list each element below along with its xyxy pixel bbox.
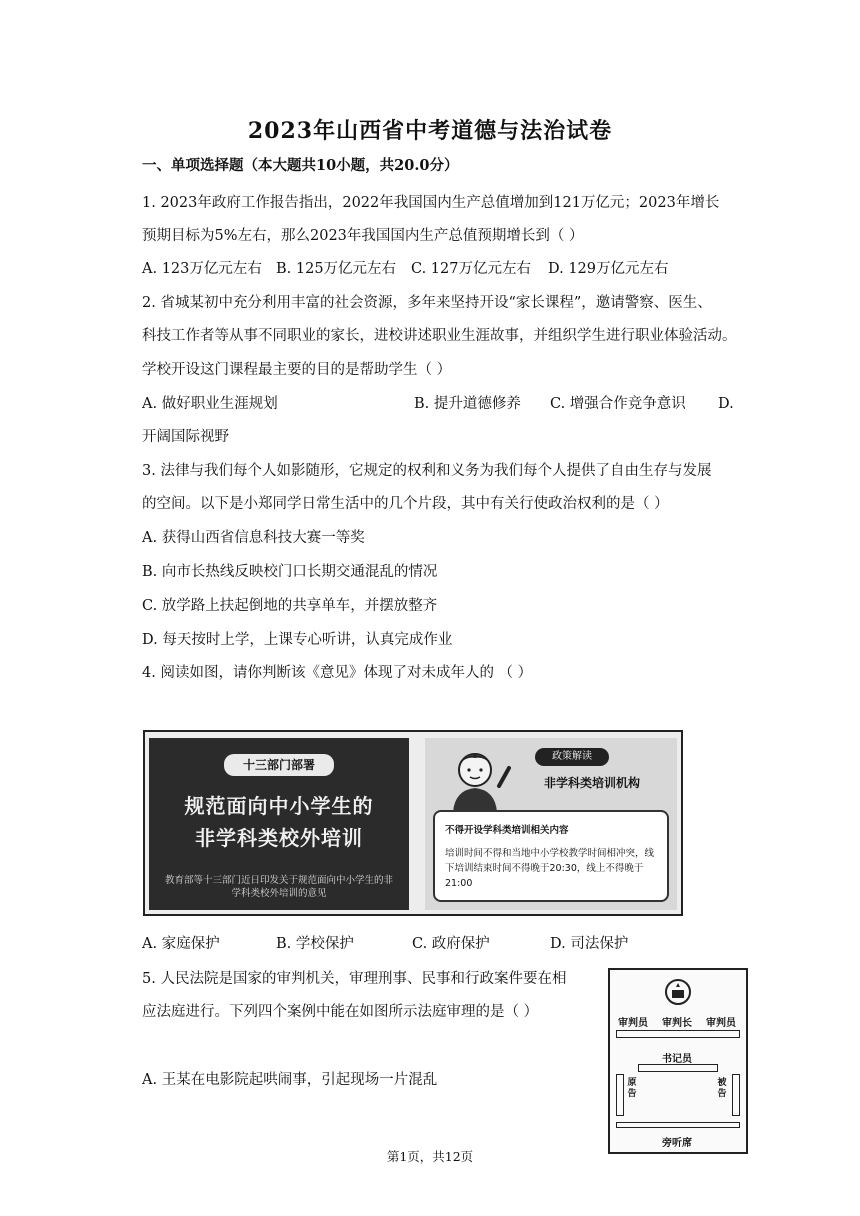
poster-card-title: 不得开设学科类培训相关内容	[445, 825, 569, 836]
judge-right-label: 审判员	[706, 1018, 736, 1029]
plaintiff-label: 原告	[627, 1078, 637, 1099]
question-1-line-2: 预期目标为5%左右，那么2023年我国国内生产总值预期增长到（ ）	[142, 228, 584, 244]
option-a: A. 做好职业生涯规划	[142, 396, 278, 412]
question-3-line-2: 的空间。以下是小郑同学日常生活中的几个片段，其中有关行使政治权利的是（ ）	[142, 496, 669, 512]
option-d: D. 129万亿元左右	[548, 261, 669, 277]
clerk-desk	[638, 1064, 718, 1072]
question-2-line-2: 科技工作者等从事不同职业的家长，进校讲述职业生涯故事，并组织学生进行职业体验活动。	[142, 328, 737, 344]
question-2-line-3: 学校开设这门课程最主要的目的是帮助学生（ ）	[142, 362, 452, 378]
option-d: D. 司法保护	[550, 936, 629, 952]
poster-caption: 教育部等十三部门近日印发关于规范面向中小学生的非学科类校外培训的意见	[164, 875, 393, 899]
question-4-line-1: 4. 阅读如图，请你判断该《意见》体现了对未成年人的 （ ）	[142, 665, 533, 681]
question-3-option-d: D. 每天按时上学，上课专心听讲，认真完成作业	[142, 632, 453, 648]
option-a: A. 家庭保护	[142, 936, 220, 952]
option-b: B. 125万亿元左右	[276, 261, 397, 277]
gallery-label: 旁听席	[662, 1138, 692, 1149]
question-3-option-b: B. 向市长热线反映校门口长期交通混乱的情况	[142, 564, 438, 580]
question-5-line-2: 应法庭进行。下列四个案例中能在如图所示法庭审理的是（ ）	[142, 1004, 539, 1020]
question-1-line-1: 1. 2023年政府工作报告指出，2022年我国国内生产总值增加到121万亿元；2023年增长	[142, 195, 720, 211]
poster-headline-1: 规范面向中小学生的	[184, 794, 374, 818]
section-heading: 一、单项选择题（本大题共10小题，共20.0分）	[142, 157, 459, 174]
poster-left-panel	[149, 738, 409, 910]
question-3-line-1: 3. 法律与我们每个人如影随形，它规定的权利和义务为我们每个人提供了自由生存与发展	[142, 463, 712, 479]
poster-right-panel	[425, 738, 677, 910]
poster-headline-2: 非学科类校外培训	[195, 826, 363, 850]
option-c: C. 127万亿元左右	[411, 261, 531, 277]
question-3-option-a: A. 获得山西省信息科技大赛一等奖	[142, 530, 365, 546]
policy-poster-figure	[143, 730, 683, 916]
defendant-bar	[732, 1074, 740, 1116]
judge-left-label: 审判员	[618, 1018, 648, 1029]
poster-card-text: 培训时间不得和当地中小学校教学时间相冲突，线下培训结束时间不得晚于20:30，线上不得晚于21:00	[445, 848, 655, 889]
option-d: D.	[718, 396, 734, 412]
poster-heading: 非学科类培训机构	[543, 776, 640, 790]
poster-tag: 政策解读	[535, 748, 609, 766]
clerk-label: 书记员	[662, 1054, 692, 1065]
question-5-option-a: A. 王某在电影院起哄闹事，引起现场一片混乱	[142, 1072, 438, 1088]
national-emblem-icon	[664, 978, 692, 1006]
question-3-option-c: C. 放学路上扶起倒地的共享单车，并摆放整齐	[142, 598, 438, 614]
courtroom-diagram	[608, 968, 748, 1154]
gallery-rail	[616, 1122, 740, 1128]
question-5-line-1: 5. 人民法院是国家的审判机关，审理刑事、民事和行政案件要在相	[142, 971, 567, 987]
option-a: A. 123万亿元左右	[142, 261, 262, 277]
option-c: C. 政府保护	[412, 936, 490, 952]
chief-judge-label: 审判长	[662, 1018, 692, 1029]
page-footer: 第1页，共12页	[386, 1149, 474, 1164]
page-title: 2023年山西省中考道德与法治试卷	[247, 118, 613, 144]
question-2-option-d-text: 开阔国际视野	[142, 429, 229, 445]
option-b: B. 学校保护	[276, 936, 354, 952]
option-c: C. 增强合作竞争意识	[550, 396, 686, 412]
question-2-line-1: 2. 省城某初中充分利用丰富的社会资源，多年来坚持开设“家长课程”，邀请警察、医生、	[142, 295, 712, 311]
cartoon-person-icon	[439, 746, 519, 812]
poster-ribbon: 十三部门部署	[224, 754, 334, 776]
defendant-label: 被告	[717, 1078, 727, 1099]
poster-card	[433, 810, 669, 902]
judges-bench	[616, 1030, 740, 1038]
option-b: B. 提升道德修养	[414, 396, 521, 412]
plaintiff-bar	[616, 1074, 624, 1116]
